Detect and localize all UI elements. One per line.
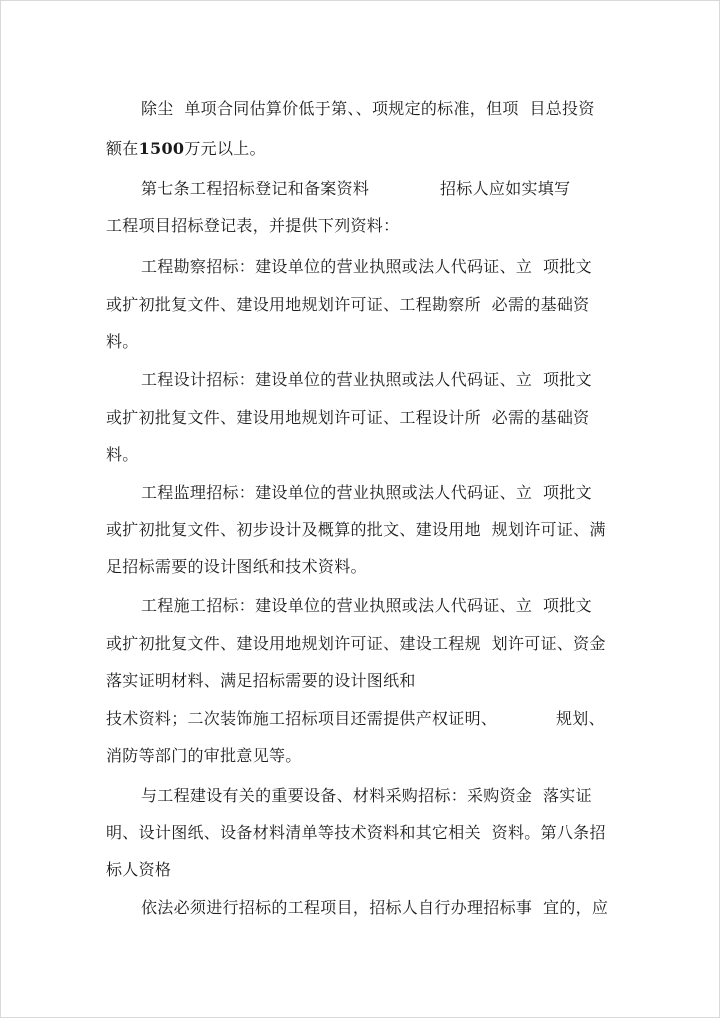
text-line: 或扩初批复文件、初步设计及概算的批文、建设用地 规划许可证、满 — [106, 520, 606, 539]
text-line: 工程勘察招标：建设单位的营业执照或法人代码证、立 项批文 — [141, 257, 592, 276]
text-line: 工程项目招标登记表，并提供下列资料： — [106, 216, 400, 235]
text-line: 或扩初批复文件、建设用地规划许可证、工程设计所 必需的基础资 — [106, 408, 590, 427]
text-line: 依法必须进行招标的工程项目，招标人自行办理招标事 宜的，应 — [141, 898, 609, 917]
text-line: 明、设计图纸、设备材料清单等技术资料和其它相关 资料。第八条招 — [106, 823, 606, 842]
text-line: 消防等部门的审批意见等。 — [106, 746, 302, 765]
text-line: 料。 — [106, 332, 139, 351]
text-line — [106, 139, 266, 159]
text-line: 招标人应如实填写 — [440, 179, 571, 198]
text-line: 料。 — [106, 445, 139, 464]
text-line: 工程监理招标：建设单位的营业执照或法人代码证、立 项批文 — [141, 483, 592, 502]
text-line: 除尘 单项合同估算价低于第、、项规定的标准，但项 目总投资 — [141, 99, 595, 118]
text-line: 足招标需要的设计图纸和技术资料。 — [106, 557, 367, 576]
text-line: 标人资格 — [106, 860, 172, 879]
text-line: 或扩初批复文件、建设用地规划许可证、建设工程规 划许可证、资金 — [106, 634, 606, 653]
text-line: 落实证明材料、满足招标需要的设计图纸和 — [106, 671, 416, 690]
text-line: 与工程建设有关的重要设备、材料采购招标：采购资金 落实证 — [141, 786, 592, 805]
text-line: 技术资料；二次装饰施工招标项目还需提供产权证明、 — [106, 709, 498, 728]
text-span: 额在 — [106, 139, 139, 158]
amount-number: 1500 — [138, 139, 185, 158]
text-line: 工程施工招标：建设单位的营业执照或法人代码证、立 项批文 — [141, 596, 592, 615]
text-line: 工程设计招标：建设单位的营业执照或法人代码证、立 项批文 — [141, 370, 592, 389]
text-span: 万元以上。 — [184, 139, 266, 158]
article-heading: 第七条工程招标登记和备案资料 — [141, 179, 370, 198]
text-line: 或扩初批复文件、建设用地规划许可证、工程勘察所 必需的基础资 — [106, 295, 590, 314]
text-line: 规划、 — [556, 709, 605, 728]
